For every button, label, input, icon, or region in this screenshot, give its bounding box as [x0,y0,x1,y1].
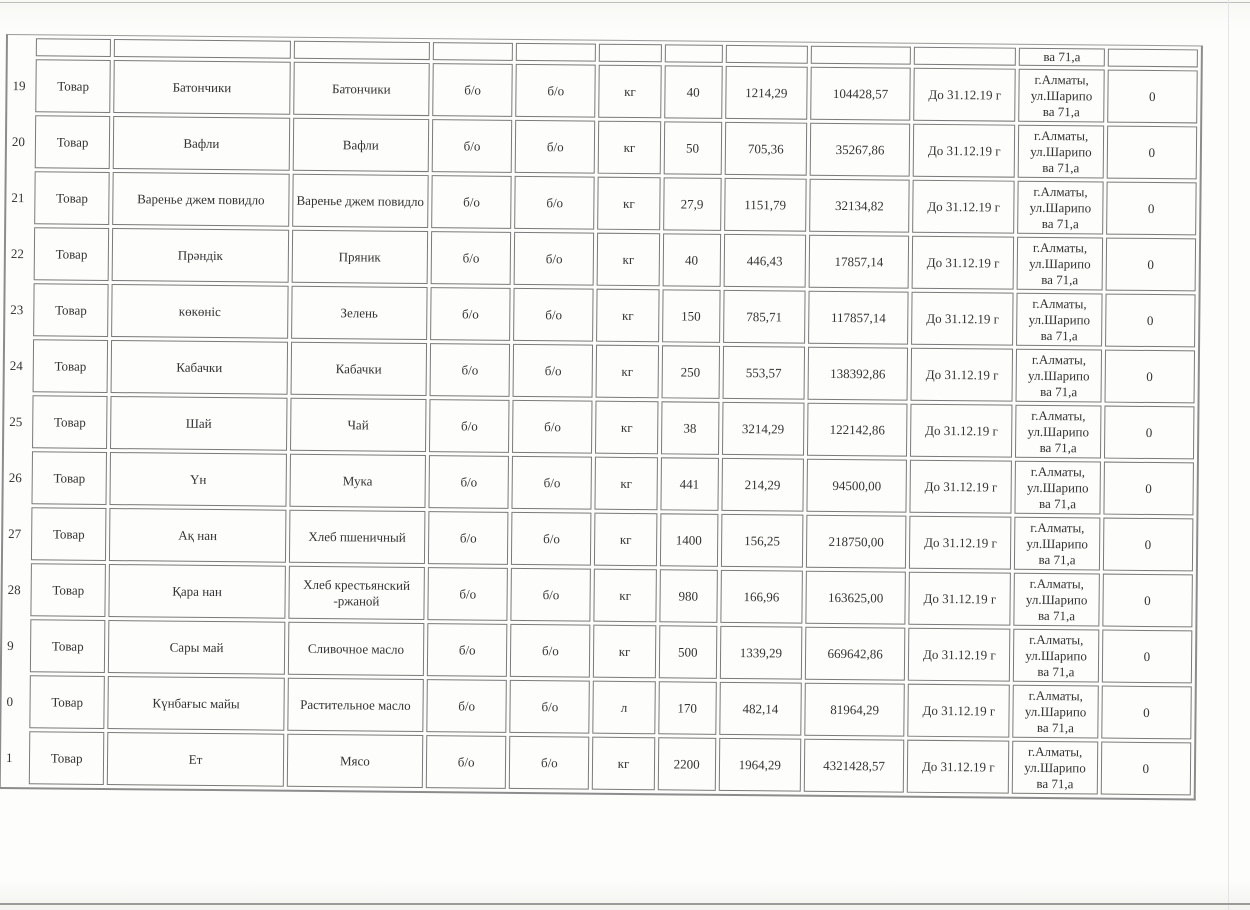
address-line-2: ул.Шарипо [1028,311,1091,327]
cell-last: 0 [1102,574,1193,628]
cell-num: 24 [9,357,23,373]
cell-c2: б/о [510,680,591,734]
cell-c1: б/о [431,231,512,285]
cell-name-ru: Мясо [286,734,423,788]
address-line-2: ул.Шарипо [1025,647,1087,663]
cell-c1: б/о [428,455,509,509]
cell-term: До 31.12.19 г [912,180,1015,234]
cell-name-kz: Сары май [108,620,285,675]
cell-address [1018,125,1104,179]
cell-last: 0 [1106,182,1197,236]
cell-name-kz: Кабачки [111,340,288,395]
cell-name-ru: Растительное масло [287,678,424,732]
address-line-3: ва 71,а [1038,551,1076,567]
cell-type: Товар [33,283,109,337]
cell-term: До 31.12.19 г [909,516,1012,570]
cell-name-kz [114,39,291,59]
cell-last: 0 [1107,70,1198,124]
address-line-1: г.Алматы, [1034,71,1089,87]
cell-type: Товар [31,507,107,561]
cell-type: Товар [32,451,108,505]
cell-num: 0 [6,693,14,709]
cell-num: 1 [5,749,13,765]
cell-price: 446,43 [723,234,806,288]
address-line-2: ул.Шарипо [1027,423,1090,439]
cell-c1: б/о [429,399,510,453]
address-line-2: ул.Шарипо [1029,199,1092,215]
cell-num: 20 [11,133,26,149]
cell-address [1014,517,1100,571]
table-row [8,339,1195,403]
goods-table-sheet [0,34,1203,800]
cell-unit: кг [597,233,660,287]
cell-unit: кг [596,345,659,399]
table-row [8,283,1195,347]
cell-name-ru: Сливочное масло [288,622,425,676]
cell-c1: б/о [430,343,511,397]
address-line-1: г.Алматы, [1031,407,1086,423]
cell-c2: б/о [514,232,595,286]
table-row [5,563,1192,627]
cell-sum: 138392,86 [807,347,908,401]
cell-type: Товар [29,675,105,729]
cell-name-ru [293,41,430,60]
cell-name-ru: Вафли [292,118,429,172]
cell-unit: кг [595,457,658,511]
address-line-1: г.Алматы, [1030,463,1086,479]
cell-name-kz: Үн [110,452,287,507]
cell-c2: б/о [510,624,591,678]
cell-name-kz: Ақ нан [109,508,286,563]
address-line-3: ва 71,а [1040,327,1078,343]
table-row [5,619,1192,683]
cell-type: Товар [32,395,108,449]
cell-sum: 669642,86 [805,627,906,681]
cell-sum: 81964,29 [804,683,905,737]
table-row [10,115,1197,179]
cell-num: 28 [7,581,21,597]
table-row [6,507,1193,571]
cell-address [1013,685,1099,739]
cell-name-kz: Варенье джем повидло [112,172,289,227]
cell-c2: б/о [512,400,593,454]
cell-c2: б/о [515,64,596,118]
cell-price: 1339,29 [720,626,803,680]
cell-address [1015,405,1101,459]
address-line-1: г.Алматы, [1029,575,1085,591]
cell-type: Товар [33,339,109,393]
cell-qty: 250 [661,345,720,399]
cell-last: 0 [1104,350,1195,404]
cell-qty: 40 [662,233,721,287]
table-row [4,731,1191,795]
address-line-2: ул.Шарипо [1030,143,1092,159]
cell-c2: б/о [509,736,590,790]
cell-num: 25 [9,413,23,429]
cell-name-kz: Шай [110,396,287,451]
cell-term: До 31.12.19 г [913,124,1016,178]
cell-term: До 31.12.19 г [913,68,1016,122]
address-line-3: ва 71,а [1041,271,1079,287]
cell-c1: б/о [427,623,508,677]
cell-price: 553,57 [722,346,805,400]
cell-name-ru: Хлеб крестьянский -ржаной [288,566,425,620]
address-line-2: ул.Шарипо [1024,759,1086,775]
scan-edge-right [1228,0,1229,910]
cell-last: 0 [1106,126,1197,180]
cell-c1: б/о [427,567,508,621]
cell-price: 166,96 [720,570,803,624]
cell-price: 1151,79 [724,178,807,232]
cell-unit: кг [593,625,656,679]
cell-price: 214,29 [721,458,804,512]
cell-c2: б/о [513,288,594,342]
cell-address [1017,237,1103,291]
cell-name-ru: Мука [289,454,426,508]
cell-c1: б/о [431,175,512,229]
cell-qty: 27,9 [663,177,722,231]
cell-term: До 31.12.19 г [910,460,1013,514]
address-line-1: г.Алматы, [1028,687,1083,703]
address-line-3: ва 71,а [1036,775,1074,791]
cell-name-ru: Варенье джем повидло [292,174,429,228]
address-line-1: г.Алматы, [1033,183,1088,199]
cell-c2: б/о [515,120,596,174]
cell-address [1015,461,1101,515]
cell-type [36,38,111,57]
cell-address [1012,741,1098,795]
cell-last: 0 [1101,630,1192,684]
cell-c1: б/о [430,287,511,341]
cell-qty: 500 [658,625,717,679]
cell-c1: б/о [432,119,513,173]
cell-qty: 441 [660,457,719,511]
cell-name-kz: Күнбағыс майы [108,676,285,731]
cell-qty [664,44,722,63]
cell-num: 21 [11,189,25,205]
cell-num: 27 [8,525,22,541]
table-row [4,675,1191,739]
cell-type: Товар [30,619,106,673]
address-line-3: ва 71,а [1041,215,1079,231]
cell-num: 9 [7,637,14,653]
cell-price: 705,36 [724,122,807,176]
cell-unit: кг [598,121,661,175]
cell-qty: 38 [661,401,720,455]
cell-name-ru: Кабачки [290,342,427,396]
cell-name-kz: Батончики [113,60,290,115]
cell-name-ru: Чай [290,398,427,452]
cell-qty: 40 [664,65,723,119]
cell-type: Товар [34,171,110,225]
cell-qty: 170 [658,681,717,735]
cell-sum: 218750,00 [806,515,907,569]
cell-price: 482,14 [719,682,802,736]
cell-term: До 31.12.19 г [912,236,1015,290]
cell-price: 3214,29 [722,402,805,456]
cell-sum: 163625,00 [805,571,906,625]
address-line-3: ва 71,а [1036,719,1075,735]
cell-num: 26 [8,469,22,485]
cell-unit: кг [594,513,657,567]
cell-last: 0 [1101,686,1192,740]
cell-last: 0 [1105,238,1196,292]
cell-term: До 31.12.19 г [911,348,1014,402]
cell-unit: кг [595,401,658,455]
cell-num [11,38,33,56]
cell-price: 785,71 [723,290,806,344]
goods-table [0,34,1203,800]
cell-c2: б/о [512,456,593,510]
cell-name-kz: Қара нан [109,564,286,619]
address-line-1: г.Алматы, [1032,295,1087,311]
address-line-2: ул.Шарипо [1029,255,1091,271]
cell-qty: 980 [659,569,718,623]
cell-sum: 122142,86 [807,403,908,457]
cell-address [1014,573,1100,627]
table-row [7,395,1194,459]
address-line-2: ул.Шарипо [1028,367,1090,383]
address-line-1: г.Алматы, [1033,127,1089,143]
cell-term: До 31.12.19 г [907,684,1010,738]
address-line-3: ва 71,а [1042,159,1080,175]
cell-c2: б/о [511,512,592,566]
cell-sum: 94500,00 [806,459,907,513]
cell-last: 0 [1105,294,1196,348]
cell-price [725,45,807,64]
cell-unit: кг [594,569,657,623]
cell-last: 0 [1103,518,1194,572]
address-line-1: г.Алматы, [1028,743,1083,759]
cell-last: 0 [1104,406,1195,460]
cell-qty: 1400 [660,513,719,567]
cell-sum: 104428,57 [810,67,911,121]
cell-term: До 31.12.19 г [907,740,1010,794]
cell-name-ru: Пряник [291,230,428,284]
cell-unit: кг [598,177,661,231]
cell-c2 [516,43,596,62]
cell-type: Товар [30,563,106,617]
cell-address [1017,293,1103,347]
cell-sum: 32134,82 [809,179,910,233]
cell-type: Товар [35,59,111,113]
table-row [9,171,1196,235]
cell-term [914,47,1016,66]
cell-qty: 150 [662,289,721,343]
scan-edge-top [0,2,1250,3]
cell-unit: кг [597,289,660,343]
cell-c2: б/о [511,568,592,622]
cell-c1: б/о [428,511,509,565]
cell-sum: 17857,14 [809,235,910,289]
cell-unit: кг [592,737,655,791]
address-line-3: ва 71,а [1039,495,1077,511]
cell-name-kz: Прәндік [112,228,289,283]
scan-edge-bottom [0,903,1250,905]
cell-sum: 35267,86 [810,123,911,177]
cell-c1: б/о [432,63,513,117]
address-line-3: ва 71,а [1042,103,1080,119]
cell-unit [599,44,661,63]
cell-type: Товар [29,731,105,785]
cell-address [1019,69,1105,123]
cell-c2: б/о [513,344,594,398]
cell-term: До 31.12.19 г [911,292,1014,346]
cell-num: 22 [10,245,24,261]
address-line-1: г.Алматы, [1029,631,1084,647]
cell-last: 0 [1103,462,1194,516]
cell-c1 [433,42,513,61]
cell-sum [811,46,911,65]
cell-qty: 50 [663,121,722,175]
cell-c1: б/о [426,735,507,789]
table-row [6,451,1193,515]
cell-address [1018,181,1104,235]
cell-address [1016,349,1102,403]
address-line-3: ва 71,а [1037,607,1076,623]
cell-sum: 117857,14 [808,291,909,345]
cell-price: 156,25 [721,514,804,568]
cell-num: 23 [10,301,24,317]
cell-last [1107,49,1197,68]
address-line-1: г.Алматы, [1032,239,1088,255]
cell-name-ru: Зелень [291,286,428,340]
table-row [9,227,1196,291]
address-line-2: ул.Шарипо [1026,479,1089,495]
cell-num: 19 [12,77,26,93]
cell-qty: 2200 [657,737,716,791]
address-line-3: ва 71,а [1040,383,1078,399]
cell-name-ru: Батончики [293,62,430,116]
address-line-1: г.Алматы, [1030,519,1085,535]
cell-price: 1964,29 [719,738,802,792]
cell-type: Товар [35,115,111,169]
cell-c2: б/о [514,176,595,230]
cell-unit: л [593,681,656,735]
cell-sum: 4321428,57 [804,739,905,793]
address-line-2: ул.Шарипо [1030,87,1093,103]
cell-name-kz: Вафли [113,116,290,171]
cell-term: До 31.12.19 г [909,572,1012,626]
address-line-3: ва 71,а [1039,439,1077,455]
address-line-2: ул.Шарипо [1026,535,1089,551]
cell-name-ru: Хлеб пшеничный [289,510,426,564]
table-row [10,59,1197,123]
cell-name-kz: Ет [107,732,284,787]
cell-address [1013,629,1099,683]
address-line-2: ул.Шарипо [1025,591,1088,607]
address-line-2: ул.Шарипо [1024,703,1087,719]
cell-c1: б/о [426,679,507,733]
address-line-1: г.Алматы, [1031,351,1087,367]
cell-name-kz: көкөніс [111,284,288,339]
cell-address-tail: ва 71,а [1019,48,1104,67]
cell-type: Товар [34,227,110,281]
address-line-3: ва 71,а [1037,663,1075,679]
cell-last: 0 [1100,742,1191,796]
cell-price: 1214,29 [725,66,808,120]
cell-term: До 31.12.19 г [908,628,1011,682]
cell-term: До 31.12.19 г [910,404,1013,458]
cell-unit: кг [599,65,662,119]
